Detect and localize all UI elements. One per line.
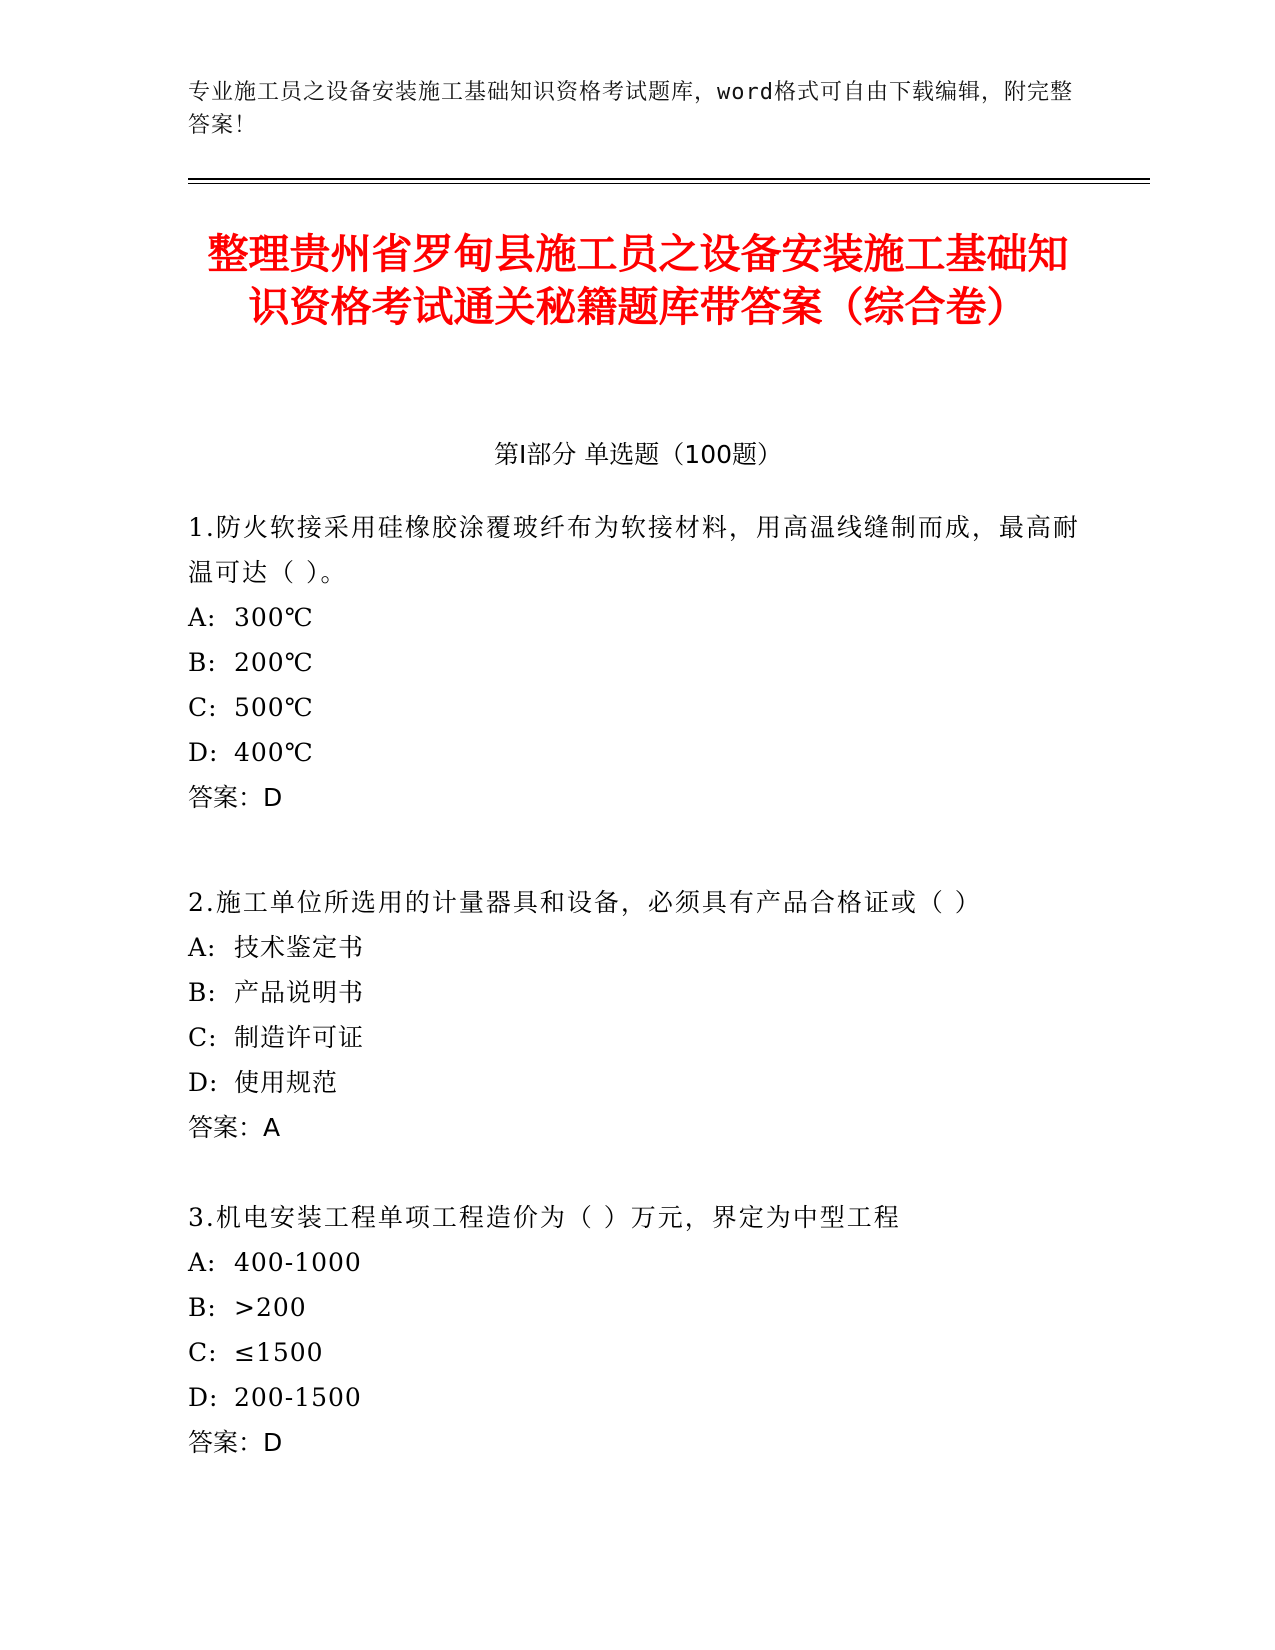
option-letter: A: xyxy=(188,933,217,962)
header-divider-thick xyxy=(188,178,1150,180)
header-note: 专业施工员之设备安装施工基础知识资格考试题库，word格式可自由下载编辑，附完整答案！ xyxy=(188,80,1073,138)
option-text: >200 xyxy=(234,1293,307,1322)
option-d xyxy=(188,1375,1088,1420)
question-2 xyxy=(188,880,1088,1150)
option-letter: D: xyxy=(188,1068,219,1097)
option-text: 200-1500 xyxy=(234,1383,362,1412)
answer-line: 答案：D xyxy=(188,1428,283,1457)
question-1 xyxy=(188,505,1088,820)
document-title: 整理贵州省罗甸县施工员之设备安装施工基础知识资格考试通关秘籍题库带答案（综合卷） xyxy=(207,230,1069,331)
option-text: 制造许可证 xyxy=(234,1023,365,1052)
question-stem: 2.施工单位所选用的计量器具和设备，必须具有产品合格证或（ ） xyxy=(188,888,982,917)
option-letter: C: xyxy=(188,693,218,722)
option-text: 200℃ xyxy=(234,648,314,677)
option-b xyxy=(188,640,1088,685)
option-letter: B: xyxy=(188,1293,217,1322)
question-stem: 3.机电安装工程单项工程造价为（ ）万元，界定为中型工程 xyxy=(188,1203,901,1232)
question-3 xyxy=(188,1195,1088,1465)
option-text: 技术鉴定书 xyxy=(234,933,365,962)
option-letter: D: xyxy=(188,1383,219,1412)
section-title: 第Ⅰ部分 单选题（100题） xyxy=(493,440,783,469)
option-text: 使用规范 xyxy=(234,1068,339,1097)
option-b xyxy=(188,970,1088,1015)
option-b xyxy=(188,1285,1088,1330)
option-a xyxy=(188,1240,1088,1285)
option-c xyxy=(188,1330,1088,1375)
option-a xyxy=(188,925,1088,970)
option-letter: B: xyxy=(188,648,217,677)
option-letter: A: xyxy=(188,1248,217,1277)
option-text: 300℃ xyxy=(234,603,314,632)
option-letter: D: xyxy=(188,738,219,767)
question-stem: 1.防火软接采用硅橡胶涂覆玻纤布为软接材料，用高温线缝制而成，最高耐温可达（ ）。 xyxy=(188,513,1080,587)
option-letter: A: xyxy=(188,603,217,632)
answer-line: 答案：D xyxy=(188,783,283,812)
option-text: 产品说明书 xyxy=(234,978,365,1007)
option-text: ≤1500 xyxy=(234,1338,324,1367)
option-c xyxy=(188,685,1088,730)
option-text: 400℃ xyxy=(234,738,314,767)
option-text: 500℃ xyxy=(234,693,314,722)
option-letter: B: xyxy=(188,978,217,1007)
answer-line: 答案：A xyxy=(188,1113,281,1142)
option-letter: C: xyxy=(188,1023,218,1052)
option-c xyxy=(188,1015,1088,1060)
option-letter: C: xyxy=(188,1338,218,1367)
option-d xyxy=(188,1060,1088,1105)
header-divider-thin xyxy=(188,183,1150,184)
option-text: 400-1000 xyxy=(234,1248,362,1277)
option-a xyxy=(188,595,1088,640)
option-d xyxy=(188,730,1088,775)
